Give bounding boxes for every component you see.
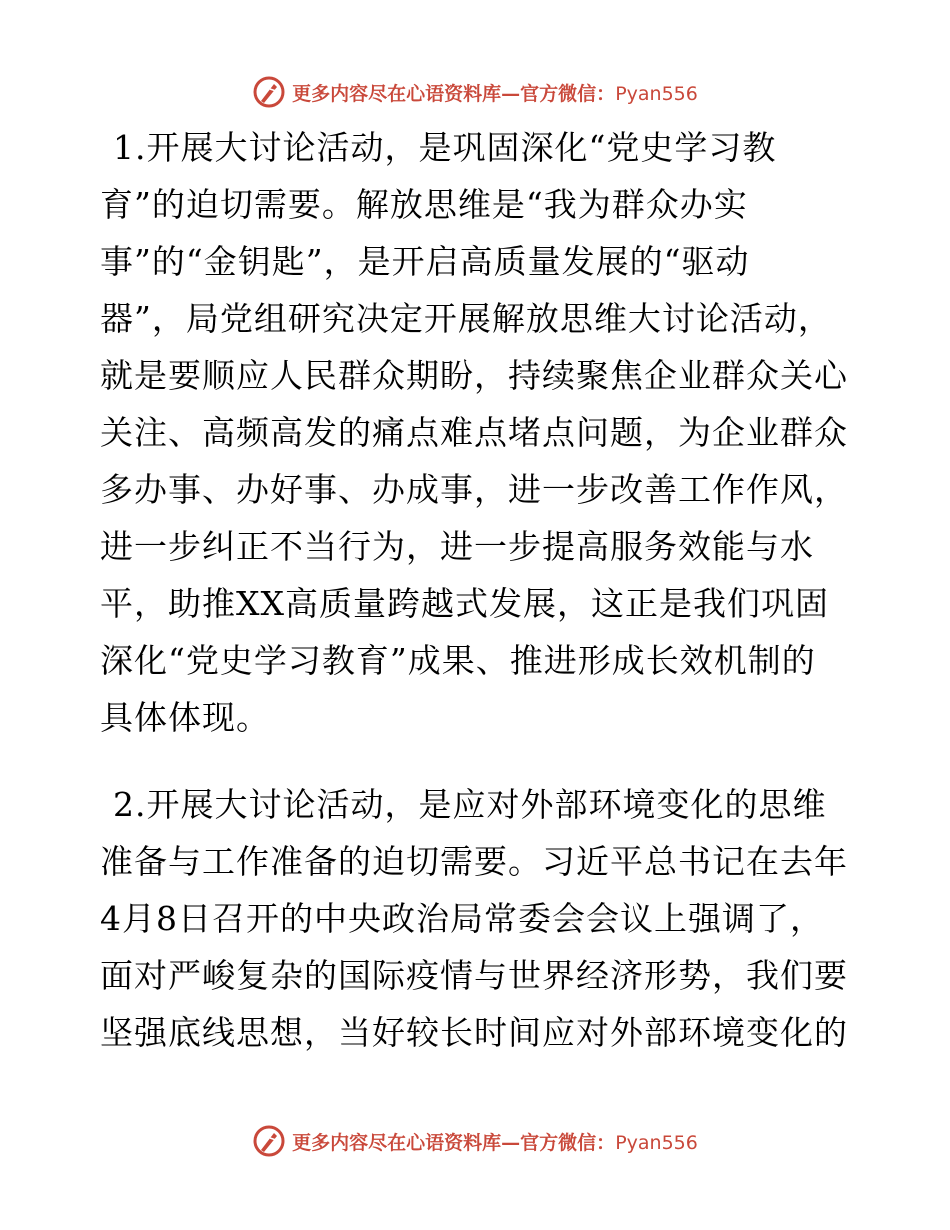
quill-logo-icon: [252, 1124, 286, 1158]
paragraph-1-line-3: 事”的“金钥匙”，是开启高质量发展的“驱动: [100, 242, 750, 281]
quill-logo-icon: [252, 75, 286, 109]
paragraph-1-line-11: 具体体现。: [100, 698, 270, 737]
paragraph-1-line-10: 深化“党史学习教育”成果、推进形成长效机制的: [100, 641, 816, 680]
paragraph-2-line-5: 坚强底线思想，当好较长时间应对外部环境变化的: [100, 1013, 848, 1052]
banner-text: 更多内容尽在心语资料库—官方微信：Pyan556: [292, 1131, 698, 1154]
paragraph-2-line-3: 4月8日召开的中央政治局常委会会议上强调了，: [100, 899, 824, 938]
paragraph-1-line-1: 1.开展大讨论活动，是巩固深化“党史学习教: [113, 128, 777, 167]
header-banner: [0, 72, 950, 112]
paragraph-1-line-5: 就是要顺应人民群众期盼，持续聚焦企业群众关心: [100, 356, 848, 395]
paragraph-1-line-2: 育”的迫切需要。解放思维是“我为群众办实: [100, 185, 748, 224]
paragraph-2-line-2: 准备与工作准备的迫切需要。习近平总书记在去年: [100, 842, 848, 881]
paragraph-1-line-6: 关注、高频高发的痛点难点堵点问题，为企业群众: [100, 413, 848, 452]
paragraph-1-line-7: 多办事、办好事、办成事，进一步改善工作作风，: [100, 470, 848, 509]
paragraph-2-line-4: 面对严峻复杂的国际疫情与世界经济形势，我们要: [100, 956, 848, 995]
paragraph-1-line-4: 器”，局党组研究决定开展解放思维大讨论活动，: [100, 299, 832, 338]
banner-text: 更多内容尽在心语资料库—官方微信：Pyan556: [292, 82, 698, 105]
footer-banner: [0, 1121, 950, 1161]
paragraph-1-line-8: 进一步纠正不当行为，进一步提高服务效能与水: [100, 527, 814, 566]
paragraph-1-line-9: 平，助推XX高质量跨越式发展，这正是我们巩固: [100, 584, 829, 623]
paragraph-2-line-1: 2.开展大讨论活动，是应对外部环境变化的思维: [113, 785, 827, 824]
